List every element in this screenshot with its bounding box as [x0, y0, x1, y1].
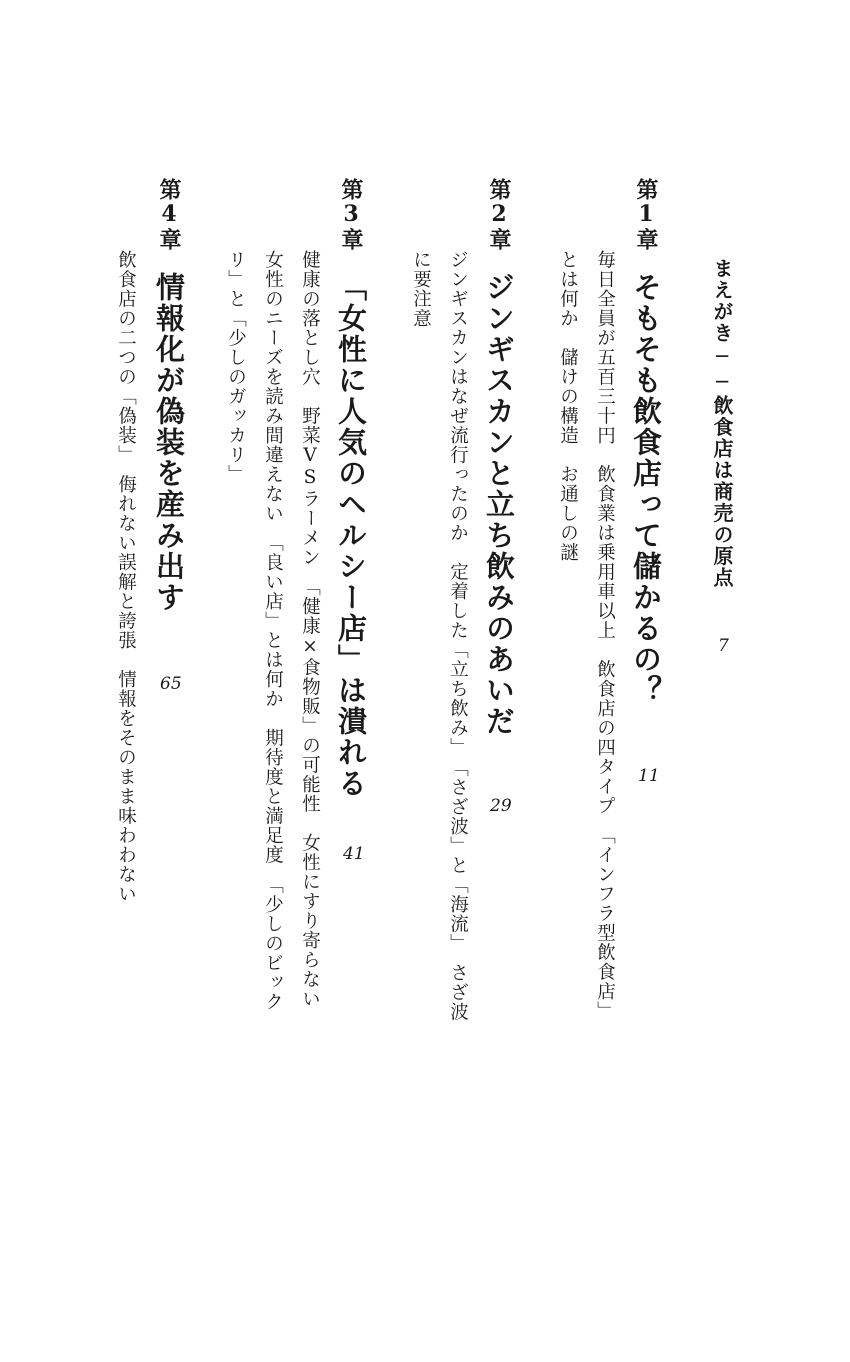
chapter-3-subtitle-line-3: リ」と「少しのガッカリ」 [225, 250, 247, 484]
preface-title: まえがき──飲食店は商売の原点 [710, 258, 734, 589]
preface-page-number: 7 [718, 636, 729, 656]
chapter-1-page-number: 11 [638, 766, 660, 786]
chapter-4-page-number: 65 [160, 674, 182, 694]
chapter-2-title: ジンギスカンと立ち飲みのあいだ [482, 272, 516, 737]
chapter-3-subtitle-line-1: 健康の落とし穴 野菜VSラーメン 「健康×食物販」の可能性 女性にすり寄らない [299, 250, 321, 1009]
chapter-3-number: 第3章 [338, 178, 364, 251]
chapter-2-subtitle-line-1: ジンギスカンはなぜ流行ったのか 定着した「立ち飲み」 「さざ波」と「海流」 さざ波 [447, 250, 469, 1022]
chapter-4-subtitle-line-1: 飲食店の二つの「偽装」 侮れない誤解と誇張 情報をそのまま味わわない [115, 250, 137, 904]
chapter-3-title: 「女性に人気のヘルシー店」は潰れる [334, 272, 368, 799]
chapter-3-subtitle-line-2: 女性のニーズを読み間違えない 「良い店」とは何か 期待度と満足度 「少しのビック [262, 250, 284, 1012]
chapter-2-page-number: 29 [490, 796, 512, 816]
chapter-3-page-number: 41 [343, 844, 365, 864]
chapter-4-title: 情報化が偽装を産み出す [152, 272, 186, 613]
chapter-2-subtitle-line-2: に要注意 [410, 250, 432, 328]
chapter-1-subtitle-line-2: とは何か 儲けの構造 お通しの謎 [557, 250, 579, 562]
chapter-1-title: そもそも飲食店って儲かるの？ [629, 272, 663, 706]
chapter-1-number: 第1章 [633, 178, 659, 251]
chapter-2-number: 第2章 [486, 178, 512, 251]
chapter-4-number: 第4章 [156, 178, 182, 251]
chapter-1-subtitle-line-1: 毎日全員が五百三十円 飲食業は乗用車以上 飲食店の四タイプ 「インフラ型飲食店」 [594, 250, 616, 1021]
